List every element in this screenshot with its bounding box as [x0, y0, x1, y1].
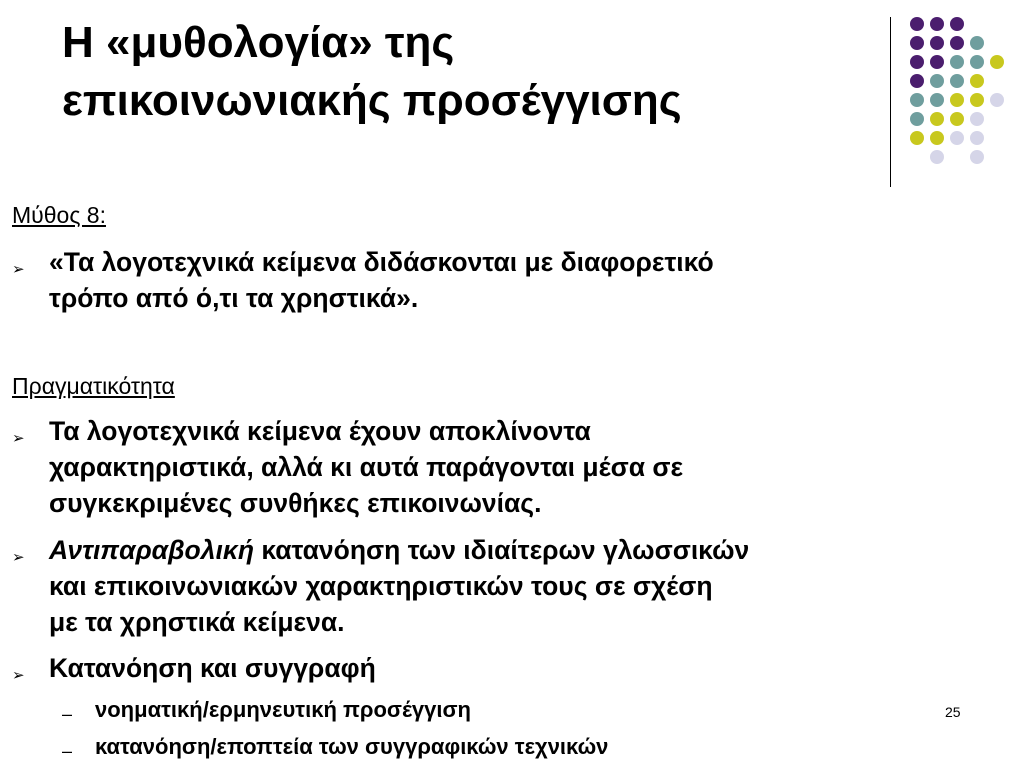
- dot-yellow: [930, 131, 944, 145]
- dot-yellow: [970, 74, 984, 88]
- dot-lavender: [930, 150, 944, 164]
- dash-bullet-icon: –: [62, 704, 73, 724]
- reality-bullet-1-line3: συγκεκριμένες συνθήκες επικοινωνίας.: [49, 488, 542, 518]
- reality-bullet-2-line1-rest: κατανόηση των ιδιαίτερων γλωσσικών: [254, 535, 750, 565]
- myth-heading: Μύθος 8:: [12, 202, 106, 228]
- dot-lavender: [970, 150, 984, 164]
- dot-purple: [950, 17, 964, 31]
- reality-bullet-1-line2: χαρακτηριστικά, αλλά κι αυτά παράγονται μέσα σε: [49, 452, 684, 482]
- sub-bullet-2-text: κατανόηση/εποπτεία των συγγραφικών τεχνικών: [95, 734, 609, 759]
- reality-bullet-2-line3: με τα χρηστικά κείμενα.: [49, 607, 345, 637]
- dot-yellow: [930, 112, 944, 126]
- dot-lavender: [950, 131, 964, 145]
- myth-bullet-line1: «Τα λογοτεχνικά κείμενα διδάσκονται με διαφορετικό: [49, 247, 714, 277]
- arrow-bullet-icon: ➢: [12, 430, 25, 447]
- reality-bullet-2-line1: [49, 532, 962, 568]
- arrow-bullet-icon: ➢: [12, 261, 25, 278]
- dot-lavender: [990, 93, 1004, 107]
- dot-teal: [950, 55, 964, 69]
- dot-teal: [930, 74, 944, 88]
- slide-title: [62, 14, 882, 130]
- dot-teal: [970, 36, 984, 50]
- myth-bullet-line2: τρόπο από ό,τι τα χρηστικά».: [49, 283, 419, 313]
- sub-bullet-2: [62, 732, 942, 762]
- reality-bullet-2-line2: και επικοινωνιακών χαρακτηριστικών τους σε σχέση: [49, 571, 713, 601]
- reality-bullet-1-line1: Τα λογοτεχνικά κείμενα έχουν αποκλίνοντα: [49, 416, 591, 446]
- emphasis-word: Αντιπαραβολική: [49, 535, 254, 565]
- reality-bullet-1: [12, 413, 962, 521]
- title-divider-line: [890, 17, 891, 187]
- dot-purple: [930, 36, 944, 50]
- reality-bullet-3: [12, 650, 962, 686]
- dot-purple: [910, 36, 924, 50]
- dash-bullet-icon: –: [62, 741, 73, 761]
- slide-title-line2: επικοινωνιακής προσέγγισης: [62, 76, 682, 125]
- dot-lavender: [970, 131, 984, 145]
- dot-teal: [970, 55, 984, 69]
- sub-bullet-1-text: νοηματική/ερμηνευτική προσέγγιση: [95, 697, 471, 722]
- slide-title-line1: Η «μυθολογία» της: [62, 18, 455, 67]
- reality-bullet-2-text: [49, 532, 962, 640]
- reality-bullet-1-text: [49, 413, 962, 521]
- dot-teal: [950, 74, 964, 88]
- sub-bullet-1: [62, 695, 942, 725]
- dot-yellow: [950, 112, 964, 126]
- dot-purple: [910, 74, 924, 88]
- dot-teal: [930, 93, 944, 107]
- dot-purple: [910, 17, 924, 31]
- dot-purple: [930, 17, 944, 31]
- dot-yellow: [970, 93, 984, 107]
- reality-heading: Πραγματικότητα: [12, 373, 175, 399]
- reality-bullet-3-text: Κατανόηση και συγγραφή: [49, 653, 376, 683]
- dot-yellow: [950, 93, 964, 107]
- dot-lavender: [970, 112, 984, 126]
- dot-teal: [910, 112, 924, 126]
- dot-yellow: [990, 55, 1004, 69]
- reality-bullet-2: [12, 532, 962, 640]
- arrow-bullet-icon: ➢: [12, 549, 25, 566]
- dot-teal: [910, 93, 924, 107]
- myth-bullet-text: [49, 244, 962, 316]
- dot-yellow: [910, 131, 924, 145]
- arrow-bullet-icon: ➢: [12, 667, 25, 684]
- page-number: 25: [945, 704, 961, 720]
- myth-bullet: [12, 244, 962, 316]
- dot-purple: [910, 55, 924, 69]
- dot-purple: [950, 36, 964, 50]
- dot-purple: [930, 55, 944, 69]
